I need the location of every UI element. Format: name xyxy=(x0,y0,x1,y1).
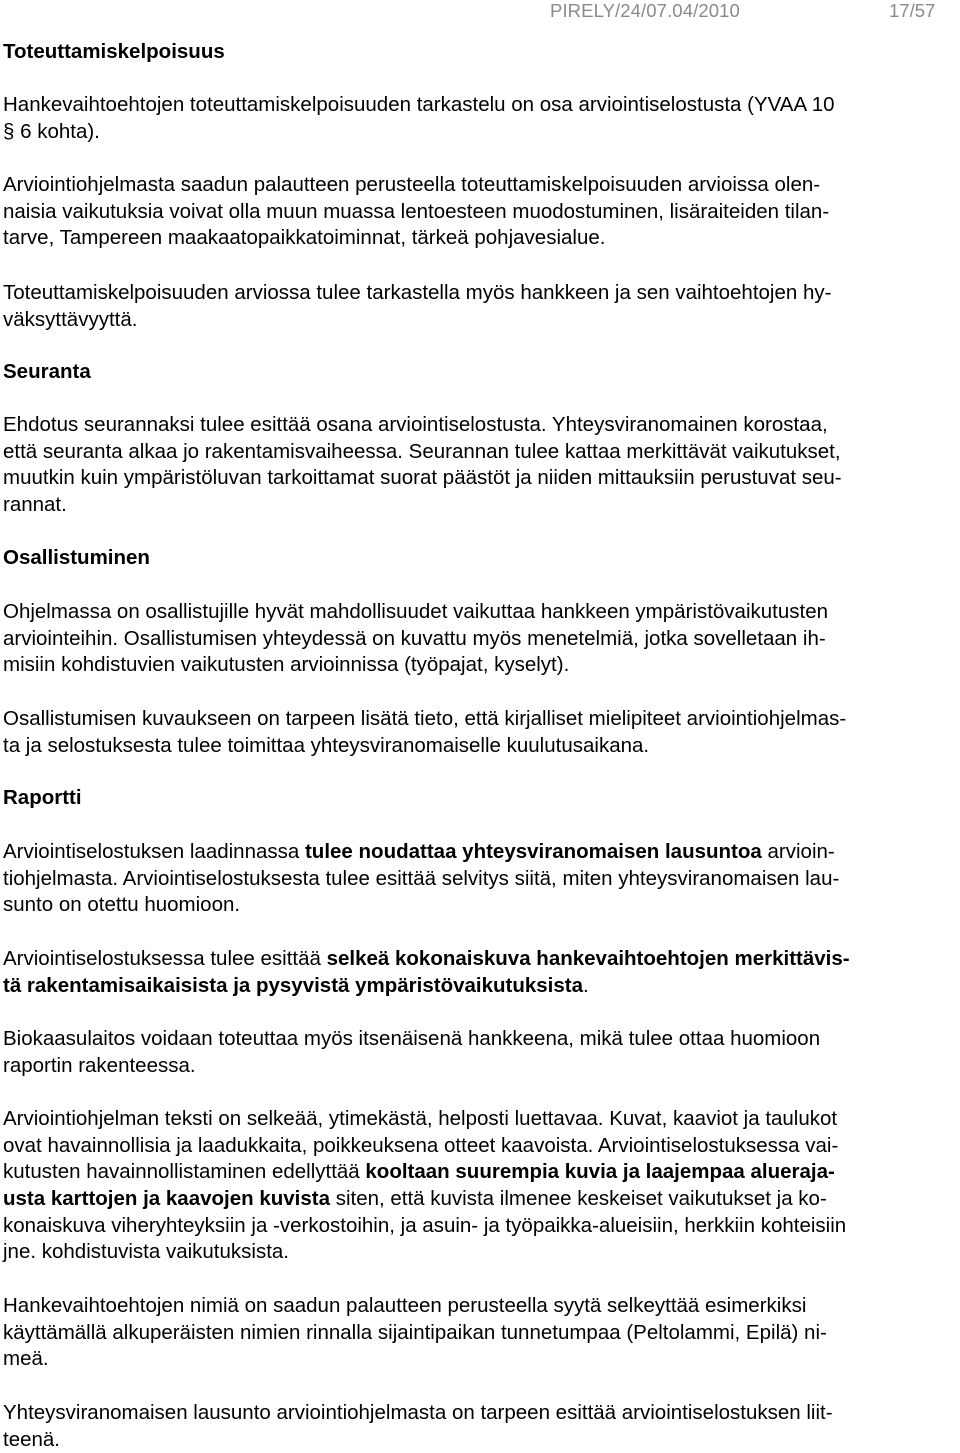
paragraph xyxy=(3,412,959,519)
text-line: väksyttävyyttä. xyxy=(3,307,138,331)
text-line: konaiskuva viheryhteyksiin ja -verkostoihin, ja asuin- ja työpaikka-alueisiin, herkkiin kohteisiin xyxy=(3,1213,847,1237)
paragraph xyxy=(3,946,959,999)
text-line: Toteuttamiskelpoisuuden arviossa tulee tarkastella myös hankkeen ja sen vaihtoehtojen hy- xyxy=(3,281,832,304)
text-line xyxy=(3,1159,959,1186)
paragraph xyxy=(3,1106,959,1266)
text-line: ta ja selostuksesta tulee toimittaa yhteysviranomaiselle kuulutusaikana. xyxy=(3,733,650,757)
text-run: Arviointiselostuksen laadinnassa xyxy=(3,840,305,863)
text-line: tarve, Tampereen maakaatopaikkatoiminnat, tärkeä pohjavesialue. xyxy=(3,226,606,250)
text-line: jne. kohdistuvista vaikutuksista. xyxy=(3,1240,289,1264)
text-line: Arviointiohjelmasta saadun palautteen perusteella toteuttamiskelpoisuuden arvioissa olen- xyxy=(3,173,821,196)
text-line: muutkin kuin ympäristöluvan tarkoittamat suorat päästöt ja niiden mittauksiin perustuvat seu- xyxy=(3,466,842,490)
text-line: Yhteysviranomaisen lausunto arviointiohjelmasta on tarpeen esittää arviointiselostuksen liit- xyxy=(3,1401,833,1424)
text-line: ovat havainnollisia ja laadukkaita, poikkeuksena otteet kaavoista. Arviointiselostuksessa vai- xyxy=(3,1133,839,1157)
page-number: 17/57 xyxy=(889,0,936,21)
text-run: kutusten havainnollistaminen edellyttää xyxy=(3,1160,366,1184)
paragraph xyxy=(3,280,959,333)
emphasis-text: tä rakentamisaikaisista ja pysyvistä ympäristövaikutuksista xyxy=(3,973,584,997)
paragraph xyxy=(3,599,959,679)
text-line: että seuranta alkaa jo rakentamisvaiheessa. Seurannan tulee kattaa merkittävät vaikutukset, xyxy=(3,439,841,463)
text-run: . xyxy=(583,973,589,997)
text-line: tiohjelmasta. Arviointiselostuksesta tulee esittää selvitys siitä, miten yhteysviranomaisen lau- xyxy=(3,866,840,890)
emphasis-text: selkeä kokonaiskuva hankevaihtoehtojen merkittävis- xyxy=(326,947,850,970)
section-title-raportti: Raportti xyxy=(3,786,82,809)
text-line: Ehdotus seurannaksi tulee esittää osana arviointiselostusta. Yhteysviranomainen korostaa, xyxy=(3,413,828,436)
paragraph xyxy=(3,92,959,145)
text-line: raportin rakenteessa. xyxy=(3,1053,196,1077)
text-line: rannat. xyxy=(3,493,67,517)
section-title-toteuttamiskelpoisuus: Toteuttamiskelpoisuus xyxy=(3,40,225,63)
text-line: Hankevaihtoehtojen toteuttamiskelpoisuuden tarkastelu on osa arviointiselostusta (YVAA 10 xyxy=(3,93,835,116)
paragraph xyxy=(3,706,959,759)
text-line: teenä. xyxy=(3,1427,60,1451)
document-reference: PIRELY/24/07.04/2010 xyxy=(550,0,740,21)
paragraph xyxy=(3,1400,959,1453)
emphasis-text: tulee noudattaa yhteysviranomaisen lausuntoa xyxy=(304,840,762,863)
emphasis-text: kooltaan suurempia kuvia ja laajempaa alueraja- xyxy=(365,1160,835,1184)
text-line xyxy=(3,839,959,866)
text-line xyxy=(3,973,959,1000)
text-line: arviointeihin. Osallistumisen yhteydessä on kuvattu myös menetelmiä, jotka sovelletaan ih- xyxy=(3,626,826,650)
text-line: sunto on otettu huomioon. xyxy=(3,893,241,917)
text-line: naisia vaikutuksia voivat olla muun muassa lentoesteen muodostuminen, lisäraiteiden tilan- xyxy=(3,199,830,223)
text-line: § 6 kohta). xyxy=(3,119,100,143)
text-line xyxy=(3,1186,959,1213)
text-line: Arviointiohjelman teksti on selkeää, ytimekästä, helposti luettavaa. Kuvat, kaaviot ja taulukot xyxy=(3,1107,838,1130)
text-line: misiin kohdistuvien vaikutusten arvioinnissa (työpajat, kyselyt). xyxy=(3,653,570,677)
paragraph xyxy=(3,1293,959,1373)
paragraph xyxy=(3,839,959,919)
section-title-seuranta: Seuranta xyxy=(3,360,91,383)
paragraph xyxy=(3,1026,959,1079)
text-line: Biokaasulaitos voidaan toteuttaa myös itsenäisenä hankkeena, mikä tulee ottaa huomioon xyxy=(3,1027,821,1050)
emphasis-text: usta karttojen ja kaavojen kuvista xyxy=(3,1187,330,1211)
text-line: käyttämällä alkuperäisten nimien rinnalla sijaintipaikan tunnetumpaa (Peltolammi, Epilä) ni- xyxy=(3,1320,827,1344)
text-line: Osallistumisen kuvaukseen on tarpeen lisätä tieto, että kirjalliset mielipiteet arviointiohjelmas- xyxy=(3,707,847,730)
text-line xyxy=(3,946,959,973)
text-line: Ohjelmassa on osallistujille hyvät mahdollisuudet vaikuttaa hankkeen ympäristövaikutusten xyxy=(3,600,828,623)
text-line: meä. xyxy=(3,1347,49,1371)
section-title-osallistuminen: Osallistuminen xyxy=(3,546,150,569)
paragraph xyxy=(3,172,959,252)
text-run: arvioin- xyxy=(761,840,835,863)
text-line: Hankevaihtoehtojen nimiä on saadun palautteen perusteella syytä selkeyttää esimerkiksi xyxy=(3,1294,807,1317)
text-run: Arviointiselostuksessa tulee esittää xyxy=(3,947,327,970)
text-run: siten, että kuvista ilmenee keskeiset vaikutukset ja ko- xyxy=(330,1187,827,1211)
